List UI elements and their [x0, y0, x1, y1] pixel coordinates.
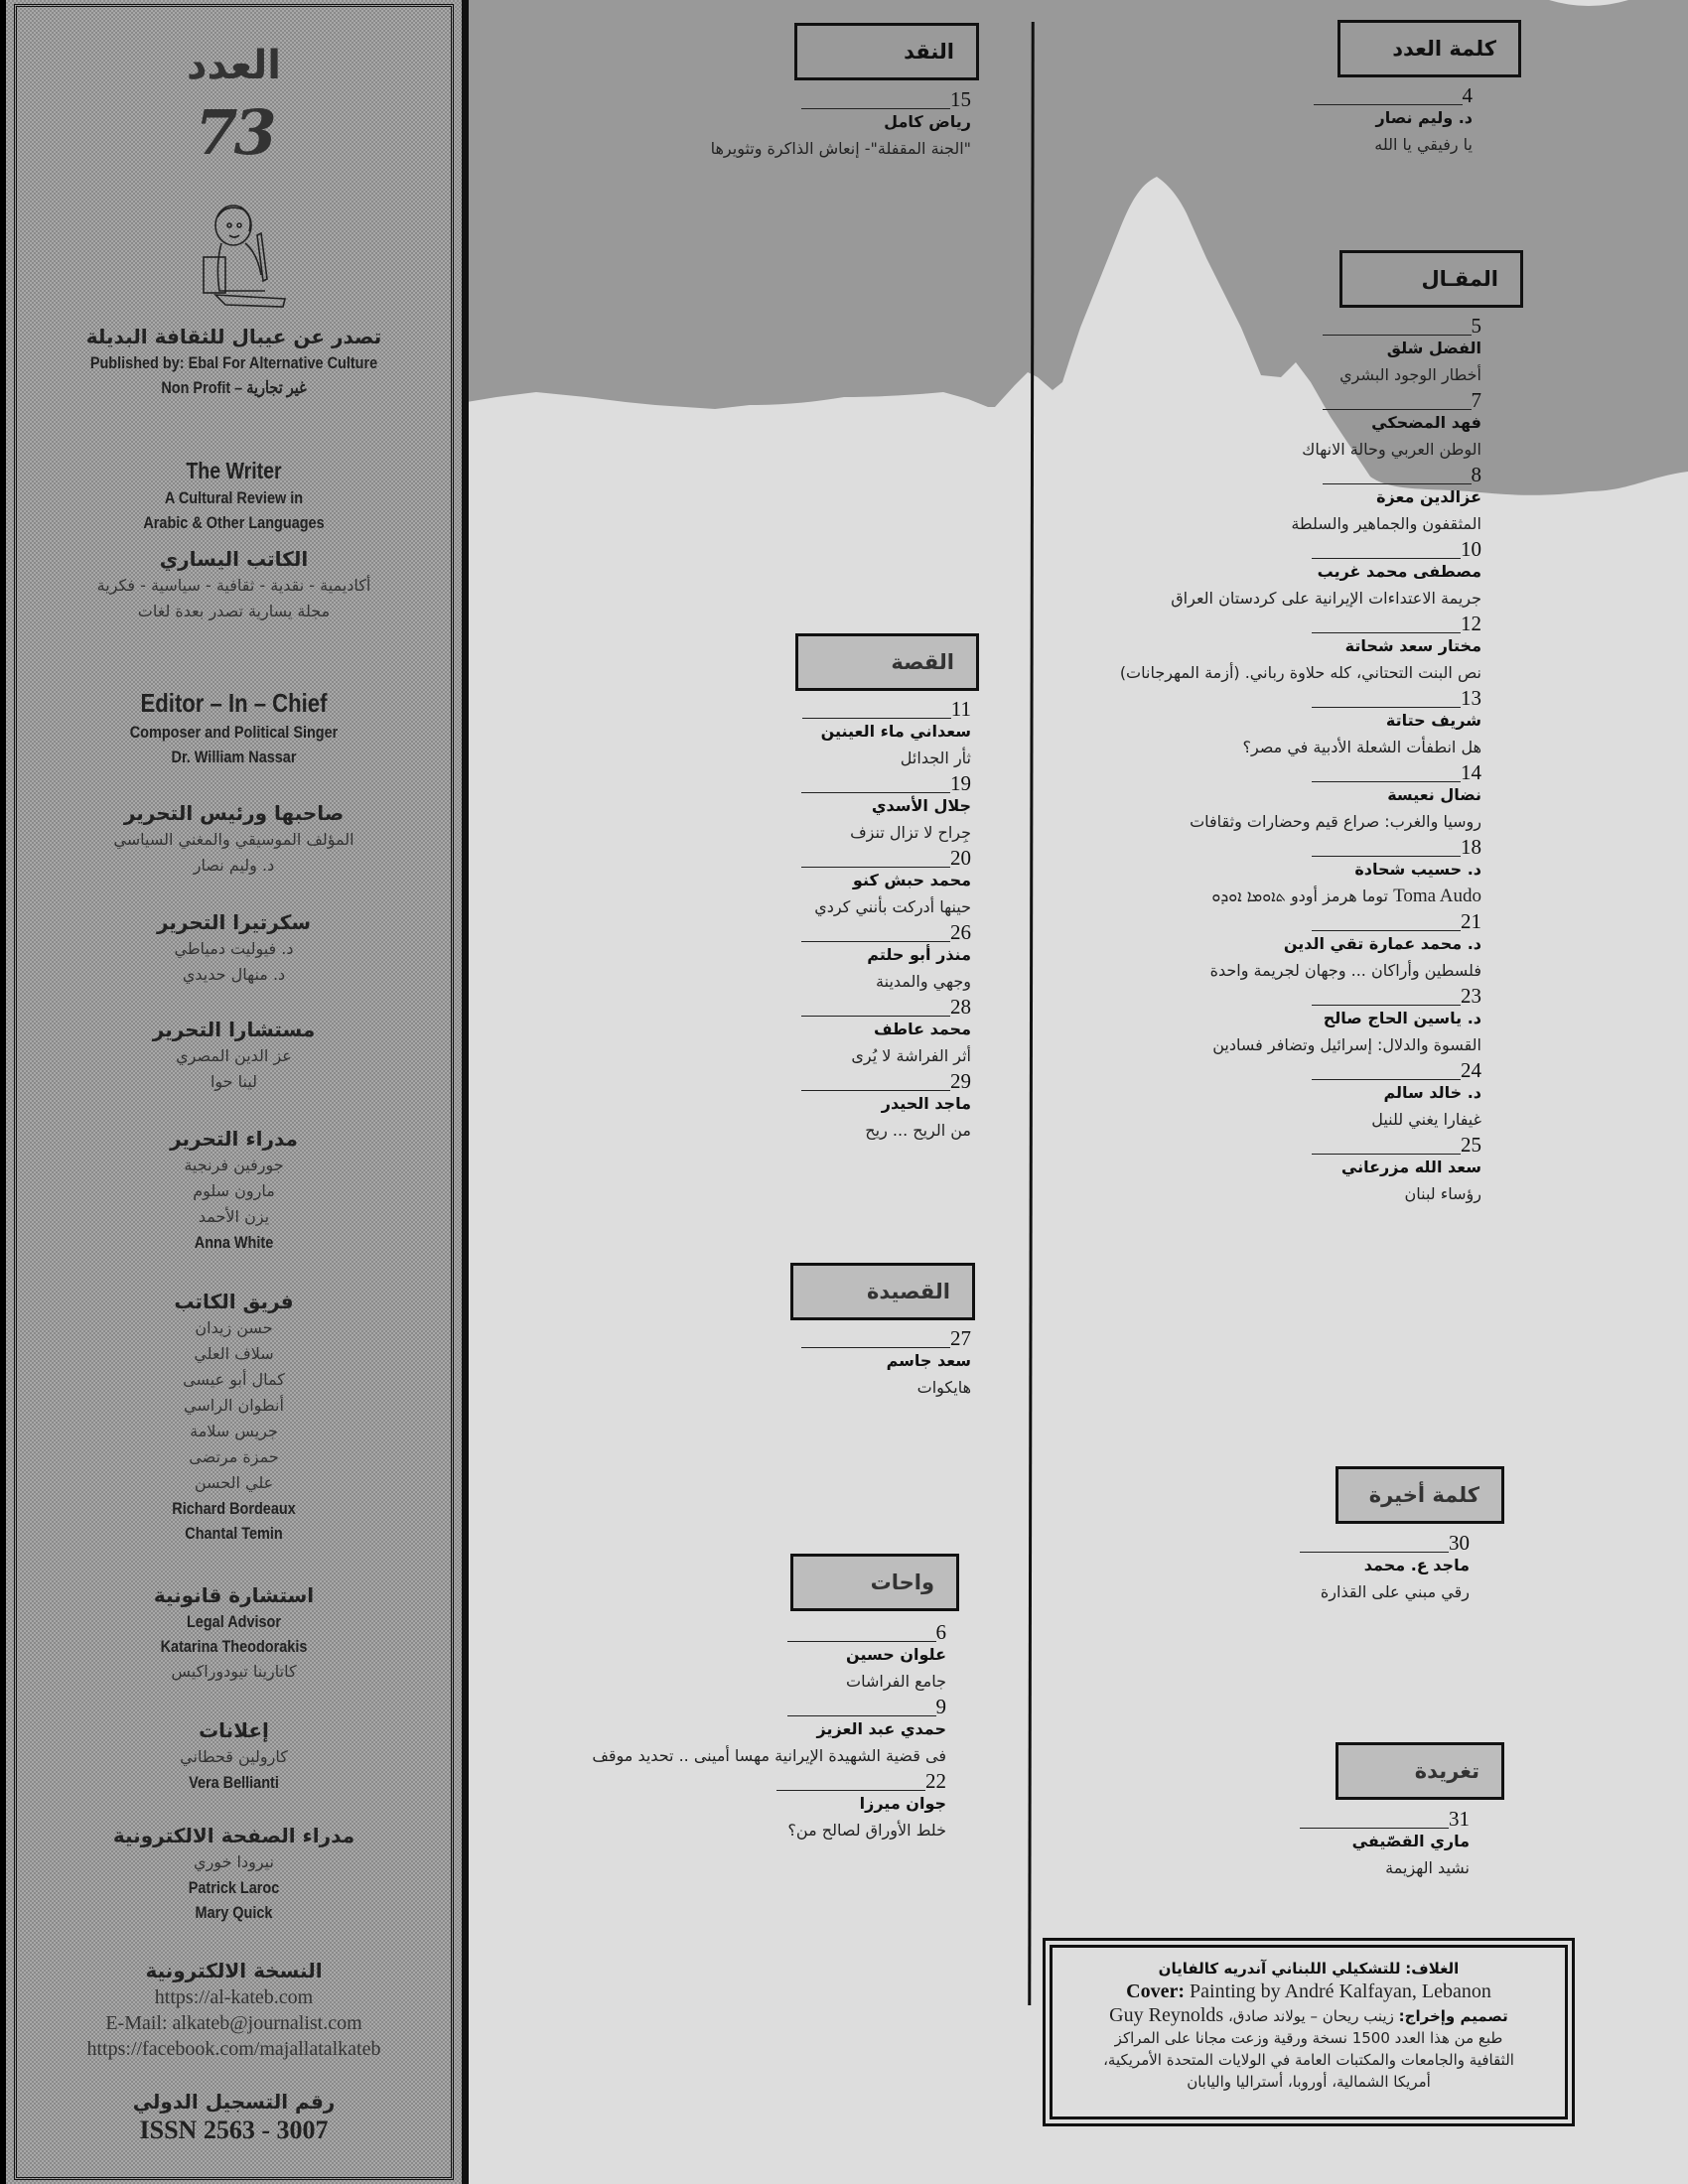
email-link[interactable]: E-Mail: alkateb@journalist.com: [105, 2012, 362, 2034]
issue-label: العدد: [187, 43, 281, 88]
managers-heading: مدراء التحرير: [170, 1127, 298, 1151]
advisor-name: لينا حوا: [210, 1072, 258, 1091]
toc-entry[interactable]: [1120, 1058, 1481, 1133]
page-number: 7: [1471, 388, 1481, 412]
magazine-en-sub2: Arabic & Other Languages: [143, 513, 325, 532]
entry-author: د. ياسين الحاج صالح: [1323, 1009, 1481, 1027]
secretaries-block: [17, 908, 451, 988]
cover-ar-label: الغلاف:: [1405, 1960, 1460, 1978]
toc-entry[interactable]: [801, 995, 971, 1069]
editor-en-heading: Editor – In – Chief: [140, 688, 328, 718]
web-managers-block: [17, 1822, 451, 1925]
print-info-1: طبع من هذا العدد 1500 نسخة ورقية وزعت مجانا على المراكز: [1114, 2029, 1503, 2047]
entry-author: سعد الله مزرعاني: [1340, 1158, 1481, 1176]
page-number: 9: [935, 1695, 946, 1718]
entry-title: رقي مبني على القذارة: [1320, 1582, 1470, 1601]
masthead-sidebar: [0, 0, 469, 2184]
toc-entry[interactable]: [1120, 314, 1481, 388]
section-criticism-list: [711, 87, 971, 162]
page-number: 5: [1471, 314, 1481, 338]
entry-title: المثقفون والجماهير والسلطة: [1291, 514, 1481, 533]
owner-role: المؤلف الموسيقي والمغني السياسي: [113, 830, 354, 849]
page-number: 26: [950, 920, 971, 944]
toc-entry[interactable]: [1300, 1807, 1470, 1881]
toc-entry[interactable]: [1120, 388, 1481, 463]
editor-en-block: [17, 686, 451, 769]
toc-entry[interactable]: [1120, 760, 1481, 835]
section-header-editorial[interactable]: كلمة العدد: [1337, 20, 1521, 77]
magazine-ar-sub1: أكاديمية - نقدية - ثقافية - سياسية - فكرية: [96, 576, 371, 595]
entry-author: ماجد ع. محمد: [1363, 1556, 1470, 1574]
entry-title: وجهي والمدينة: [876, 972, 971, 991]
toc-entry[interactable]: [1120, 686, 1481, 760]
entry-author: د. حسيب شحادة: [1354, 860, 1481, 879]
section-header-oases[interactable]: واحات: [790, 1554, 959, 1611]
team-member: أنطوان الراسي: [184, 1396, 284, 1415]
design-credit: [1053, 2003, 1565, 2027]
edition-heading: النسخة الالكترونية: [145, 1959, 323, 1982]
toc-entry[interactable]: [801, 1069, 971, 1144]
advisor-name: عز الدين المصري: [176, 1046, 292, 1065]
entry-title: فلسطين وأراكان ... وجهان لجريمة واحدة: [1209, 961, 1481, 980]
entry-author: منذر أبو حلتم: [867, 945, 971, 964]
toc-entry[interactable]: [592, 1620, 946, 1695]
secretaries-heading: سكرتيرا التحرير: [156, 910, 311, 934]
page-number: 6: [935, 1620, 946, 1644]
team-member: حسن زيدان: [195, 1318, 273, 1337]
page-number-row: [1314, 83, 1474, 105]
toc-entry[interactable]: [801, 697, 971, 771]
entry-title-latin: Toma Audo: [1393, 886, 1481, 906]
entry-author: مختار سعد شحاتة: [1344, 636, 1481, 655]
issue-number: 73: [195, 96, 273, 169]
advisors-block: [17, 1016, 451, 1095]
design-text: زينب ريحان – يولاند صادق،: [1227, 2007, 1394, 2025]
page-number: 31: [1449, 1807, 1470, 1831]
toc-entry[interactable]: [1300, 1531, 1470, 1605]
page-number-row: [1120, 909, 1481, 931]
issn-block: [17, 2088, 451, 2145]
team-heading: فريق الكاتب: [174, 1290, 294, 1313]
ads-name: Vera Bellianti: [189, 1773, 279, 1792]
team-member: Richard Bordeaux: [172, 1499, 296, 1518]
team-member: سلاف العلي: [194, 1344, 274, 1363]
section-editorial-list: [1314, 83, 1474, 158]
advisors-heading: مستشارا التحرير: [152, 1018, 316, 1041]
design-label: تصميم وإخراج:: [1398, 2007, 1508, 2025]
entry-title: رؤساء لبنان: [1404, 1184, 1481, 1203]
magazine-ar-sub2: مجلة يسارية تصدر بعدة لغات: [137, 602, 331, 620]
toc-entry[interactable]: [592, 1695, 946, 1769]
cover-credit-ar: [1053, 1958, 1565, 1979]
page-number: 22: [925, 1769, 946, 1793]
manager-name: جورفين فرنجية: [184, 1156, 284, 1174]
publisher-block: [17, 323, 451, 400]
entry-title-ar: توما هرمز أودو ܬܐܘܡܐ ܐܘܕܘ: [1211, 887, 1388, 905]
page-number: 27: [950, 1326, 971, 1350]
team-member: جريس سلامة: [190, 1422, 278, 1440]
print-info-3: أمريكا الشمالية، أوروبا، أستراليا واليابان: [1187, 2073, 1431, 2091]
page-number: 28: [950, 995, 971, 1019]
section-last-word-list: [1300, 1531, 1470, 1605]
page-number: 20: [950, 846, 971, 870]
entry-author: علوان حسين: [846, 1645, 946, 1664]
page-number: 14: [1461, 760, 1481, 784]
entry-author: الفضل شلق: [1386, 339, 1481, 357]
cover-ar-text: للتشكيلي اللبناني آندريه كالفايان: [1158, 1960, 1401, 1978]
page-number-row: [1120, 537, 1481, 559]
entry-author: د. وليم نصار: [1375, 108, 1473, 127]
entry-author: محمد عاطف: [873, 1020, 971, 1038]
section-oases-list: [592, 1620, 946, 1843]
entry-title: خلط الأوراق لصالح من؟: [787, 1821, 946, 1840]
toc-entry[interactable]: [801, 920, 971, 995]
entry-title: من الريح ... ريح: [865, 1121, 971, 1140]
entry-title: أثر الفراشة لا يُرى: [851, 1046, 971, 1065]
issn-heading: رقم التسجيل الدولي: [132, 2090, 336, 2114]
section-header-story[interactable]: القصة: [795, 633, 979, 691]
toc-entry[interactable]: [1120, 537, 1481, 612]
entry-title: جامع الفراشات: [846, 1672, 946, 1691]
section-articles-list: [1120, 314, 1481, 1207]
toc-entry[interactable]: [1120, 984, 1481, 1058]
entry-title: غيفارا يغني للنيل: [1371, 1110, 1481, 1129]
page-number-row: [1120, 612, 1481, 633]
page-number-row: [592, 1769, 946, 1791]
owner-heading: صاحبها ورئيس التحرير: [123, 801, 345, 825]
web-manager: Mary Quick: [195, 1903, 273, 1922]
design-en: Guy Reynolds: [1109, 2004, 1224, 2026]
entry-author: نضال نعيسة: [1387, 785, 1481, 804]
entry-author: شريف حتاتة: [1385, 711, 1481, 730]
entry-author: عزالدين معزة: [1376, 487, 1481, 506]
legal-name-en: Katarina Theodorakis: [160, 1637, 308, 1656]
page-number: 15: [950, 87, 971, 111]
team-member: علي الحسن: [194, 1473, 274, 1492]
toc-entry[interactable]: [1120, 612, 1481, 686]
entry-author: ماجد الحيدر: [881, 1094, 971, 1113]
page-number-row: [1120, 314, 1481, 336]
entry-author: جوان ميرزا: [859, 1794, 946, 1813]
toc-entry[interactable]: [592, 1769, 946, 1843]
entry-title: جِراح لا تزال تنزف: [850, 823, 971, 842]
page-number-row: [1120, 760, 1481, 782]
website-link[interactable]: https://al-kateb.com: [154, 1986, 314, 2008]
ads-block: [17, 1716, 451, 1795]
entry-title: [1120, 883, 1481, 909]
entry-author: سعداني ماء العينين: [820, 722, 971, 741]
ads-heading: إعلانات: [199, 1718, 269, 1742]
page-number-row: [1300, 1531, 1470, 1553]
team-member: Chantal Temin: [185, 1524, 283, 1543]
page-number-row: [801, 995, 971, 1017]
entry-title: هل انطفأت الشعلة الأدبية في مصر؟: [1242, 738, 1481, 756]
entry-author: سعد جاسم: [886, 1351, 971, 1370]
legal-name-ar: كاتارينا تيودوراكيس: [171, 1662, 297, 1681]
non-profit-label: Non Profit – غير تجارية: [161, 378, 307, 397]
facebook-link[interactable]: https://facebook.com/majallatalkateb: [86, 2038, 381, 2060]
entry-title: روسيا والغرب: صراع قيم وحضارات وثقافات: [1190, 812, 1481, 831]
manager-name: مارون سلوم: [193, 1181, 275, 1200]
entry-title: "الجنة المقفلة"- إنعاش الذاكرة وتثويرها: [710, 139, 971, 158]
section-poem-list: [801, 1326, 971, 1401]
page-number-row: [801, 771, 971, 793]
magazine-title-block: [17, 456, 451, 624]
secretary-name: د. منهال حديدي: [182, 965, 286, 984]
page-number: 24: [1461, 1058, 1481, 1082]
entry-author: محمد حبش كنو: [852, 871, 971, 889]
page-number: 30: [1449, 1531, 1470, 1555]
entry-author: ماري القصّيفي: [1351, 1832, 1470, 1850]
cover-en-text: Painting by André Kalfayan, Lebanon: [1190, 1980, 1491, 2002]
page-number-row: [801, 920, 971, 942]
page-number: 23: [1461, 984, 1481, 1008]
entry-title: جريمة الاعتداءات الإيرانية على كردستان العراق: [1171, 589, 1481, 608]
section-header-last-word[interactable]: كلمة أخيرة: [1336, 1466, 1504, 1524]
page-number: 18: [1461, 835, 1481, 859]
entry-author: جلال الأسدي: [871, 796, 971, 815]
section-story-list: [801, 697, 971, 1144]
page-number: 10: [1461, 537, 1481, 561]
web-manager: Patrick Laroc: [188, 1878, 280, 1897]
toc-entry[interactable]: [801, 1326, 971, 1401]
section-header-criticism[interactable]: النقد: [794, 23, 979, 80]
team-member: كمال أبو عيسى: [183, 1370, 285, 1389]
page-number-row: [1120, 388, 1481, 410]
page-number-row: [1120, 984, 1481, 1006]
entry-author: د. محمد عمارة تقي الدين: [1283, 934, 1481, 953]
writer-illustration-icon: [196, 196, 305, 315]
page-number-row: [1120, 1058, 1481, 1080]
toc-entry[interactable]: [801, 846, 971, 920]
entry-title: فى قضية الشهيدة الإيرانية مهسا أمينى .. تحديد موقف: [592, 1746, 946, 1765]
page-number: 21: [1461, 909, 1481, 933]
toc-entry[interactable]: [711, 87, 971, 162]
entry-title: القسوة والدلال: إسرائيل وتضافر فسادين: [1212, 1035, 1481, 1054]
print-info-2: الثقافية والجامعات والمكتبات العامة في الولايات المتحدة الأمريكية،: [1103, 2051, 1514, 2069]
manager-name: يزن الأحمد: [198, 1207, 270, 1226]
entry-title: نشيد الهزيمة: [1385, 1858, 1470, 1877]
owner-name: د. وليم نصار: [193, 856, 275, 875]
section-header-tweet[interactable]: تغريدة: [1336, 1742, 1504, 1800]
toc-entry[interactable]: [1120, 909, 1481, 984]
editor-en-name: Dr. William Nassar: [171, 748, 297, 766]
section-tweet-list: [1300, 1807, 1470, 1881]
section-header-poem[interactable]: القصيدة: [790, 1263, 975, 1320]
magazine-en-sub1: A Cultural Review in: [164, 488, 304, 507]
web-heading: مدراء الصفحة الالكترونية: [112, 1824, 355, 1847]
toc-entry[interactable]: [801, 771, 971, 846]
entry-title: أخطار الوجود البشري: [1339, 365, 1481, 384]
entry-author: فهد المضحكي: [1371, 413, 1481, 432]
cover-credit-en: [1053, 1979, 1565, 2003]
page-number: 25: [1461, 1133, 1481, 1157]
entry-author: حمدي عبد العزيز: [816, 1719, 946, 1738]
online-edition-block: [17, 1957, 451, 2062]
manager-name: Anna White: [194, 1233, 274, 1252]
page-number-row: [801, 1326, 971, 1348]
publisher-ar: تصدر عن عيبال للثقافة البديلة: [85, 325, 382, 348]
page-number-row: [1120, 1133, 1481, 1155]
managers-block: [17, 1125, 451, 1255]
page-number: 11: [950, 697, 971, 721]
team-member: حمزة مرتضى: [189, 1447, 279, 1466]
page-number-row: [711, 87, 971, 109]
entry-title: نص البنت التحتاني، كله حلاوة رباني. (أزمة المهرجانات): [1119, 663, 1481, 682]
page-number: 19: [950, 771, 971, 795]
page-number-row: [801, 846, 971, 868]
editor-en-role: Composer and Political Singer: [129, 723, 339, 742]
entry-author: د. خالد سالم: [1383, 1083, 1481, 1102]
cover-en-label: Cover:: [1126, 1980, 1186, 2002]
toc-entry[interactable]: [1120, 1133, 1481, 1207]
toc-entry[interactable]: [1120, 835, 1481, 909]
entry-author: رياض كامل: [884, 112, 971, 131]
magazine-ar-title: الكاتب اليساري: [159, 547, 309, 571]
page-number-row: [1300, 1807, 1470, 1829]
page-number-row: [592, 1695, 946, 1716]
masthead-frame: [14, 4, 454, 2180]
secretary-name: د. فيوليت دمياطي: [174, 939, 294, 958]
page-number: 29: [950, 1069, 971, 1093]
entry-title: يا رفيقي يا الله: [1374, 135, 1473, 154]
entry-title: ثأر الجدائل: [900, 749, 971, 767]
legal-role: Legal Advisor: [186, 1612, 282, 1631]
page-number: 4: [1462, 83, 1473, 107]
toc-entry[interactable]: [1314, 83, 1474, 158]
legal-heading: استشارة قانونية: [153, 1583, 315, 1607]
ads-name: كارولين قحطاني: [180, 1747, 288, 1766]
entry-author: مصطفى محمد غريب: [1317, 562, 1481, 581]
entry-title: هايكوات: [916, 1378, 971, 1397]
page-number-row: [592, 1620, 946, 1642]
credits-frame: [1050, 1945, 1568, 2119]
credits-box: [1043, 1938, 1575, 2126]
team-block: [17, 1288, 451, 1546]
toc-entry[interactable]: [1120, 463, 1481, 537]
web-manager: نيرودا خوري: [194, 1852, 274, 1871]
page-number: 8: [1471, 463, 1481, 486]
page-number-row: [1120, 463, 1481, 484]
issn-number: ISSN 2563 - 3007: [139, 2116, 329, 2144]
page-number-row: [1120, 686, 1481, 708]
page-number-row: [801, 697, 971, 719]
entry-title: الوطن العربي وحالة الانهاك: [1302, 440, 1481, 459]
section-header-articles[interactable]: المقـال: [1339, 250, 1523, 308]
publisher-en: Published by: Ebal For Alternative Culture: [89, 353, 378, 372]
legal-block: [17, 1581, 451, 1685]
owner-block: [17, 799, 451, 879]
page-number: 12: [1461, 612, 1481, 635]
page-number: 13: [1461, 686, 1481, 710]
page-number-row: [801, 1069, 971, 1091]
page-number-row: [1120, 835, 1481, 857]
entry-title: حينها أدركت بأنني كردي: [814, 897, 971, 916]
magazine-en-title: The Writer: [186, 458, 282, 483]
